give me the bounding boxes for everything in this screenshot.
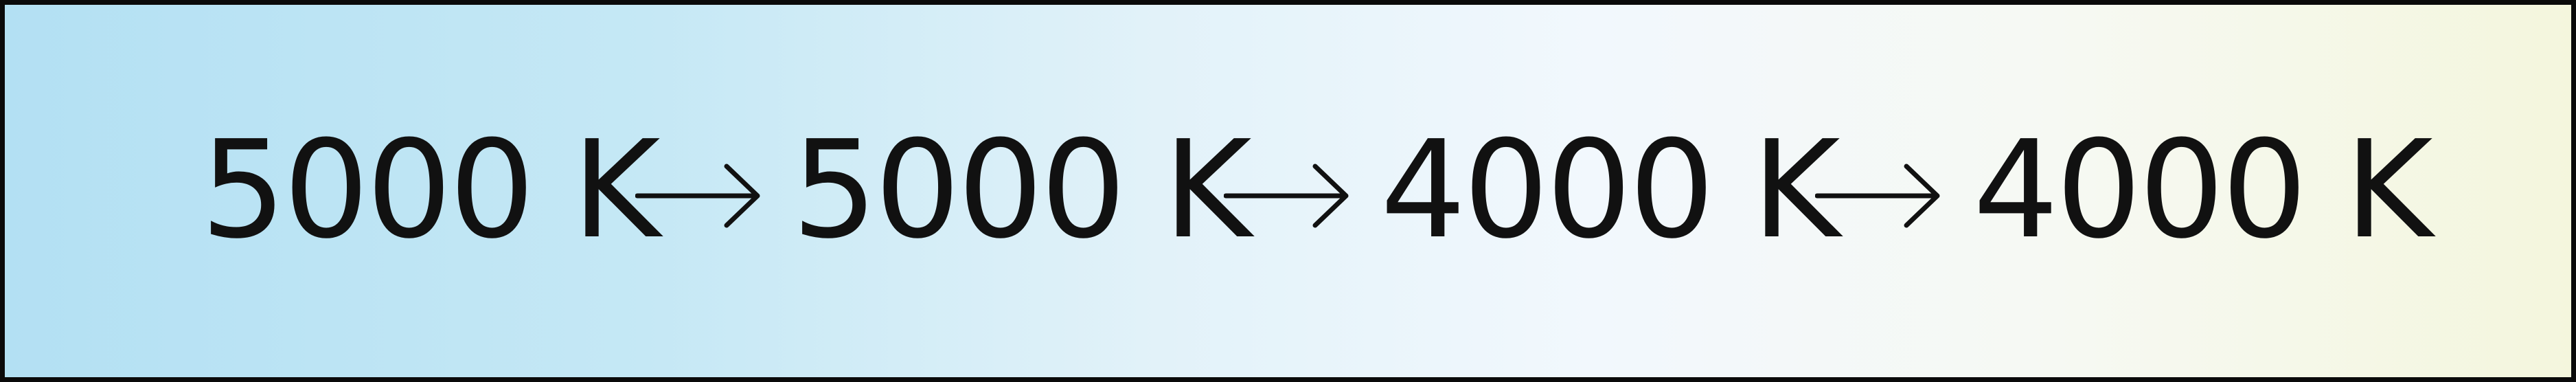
step-label-3: 4000 K (1380, 112, 1838, 269)
right-arrow-icon (1815, 161, 1946, 230)
step-label-1: 5000 K (201, 112, 658, 269)
right-arrow-icon (1224, 161, 1354, 230)
step-label-2: 5000 K (792, 112, 1249, 269)
right-arrow-icon (635, 161, 766, 230)
step-label-4: 4000 K (1973, 112, 2430, 269)
